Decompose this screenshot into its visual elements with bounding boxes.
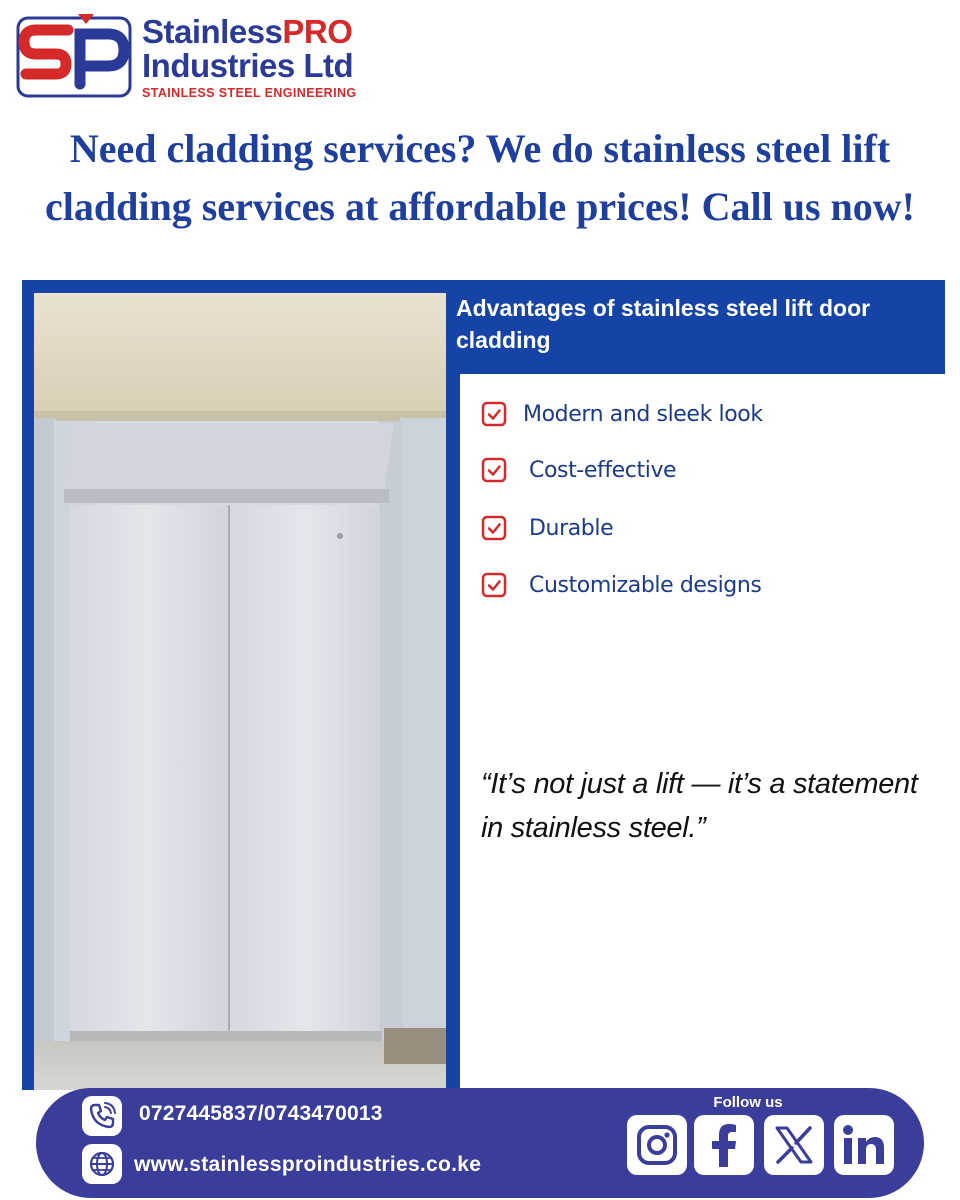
advantage-label: Cost-effective (529, 458, 677, 483)
sp-logo-mark (16, 12, 134, 98)
checkbox-checked-icon (481, 515, 509, 543)
company-logo (16, 12, 356, 98)
lift-door-photo (34, 293, 446, 1090)
linkedin-icon[interactable] (834, 1115, 894, 1175)
list-item (481, 400, 763, 430)
brand-tagline: STAINLESS STEEL ENGINEERING (142, 86, 357, 100)
brand-name-line2: Industries Ltd (142, 47, 354, 84)
phone-icon (82, 1096, 122, 1136)
checkbox-checked-icon (481, 401, 509, 429)
brand-name-line1: StainlessPRO (142, 13, 353, 50)
advantage-label: Durable (529, 516, 614, 541)
phone-numbers[interactable]: 0727445837/0743470013 (139, 1102, 383, 1125)
advantage-label: Customizable designs (529, 573, 762, 598)
checkbox-checked-icon (481, 572, 509, 600)
advantage-label: Modern and sleek look (523, 402, 763, 427)
checkbox-checked-icon (481, 457, 509, 485)
list-item (481, 514, 613, 544)
list-item (481, 456, 676, 486)
quote-text: “It’s not just a lift — it’s a statement in stainless steel.” (481, 768, 918, 844)
facebook-icon[interactable] (694, 1115, 754, 1175)
globe-icon (82, 1144, 122, 1184)
website-link[interactable]: www.stainlessproindustries.co.ke (134, 1153, 482, 1176)
instagram-icon[interactable] (627, 1115, 687, 1175)
follow-us-label: Follow us (713, 1094, 783, 1111)
headline: Need cladding services? We do stainless steel lift cladding services at affordable prices! Call us now! (45, 126, 915, 229)
x-icon[interactable] (764, 1115, 824, 1175)
advantages-title: Advantages of stainless steel lift door cladding (456, 295, 871, 353)
list-item (481, 571, 761, 601)
brand-name-accent: PRO (282, 13, 353, 50)
